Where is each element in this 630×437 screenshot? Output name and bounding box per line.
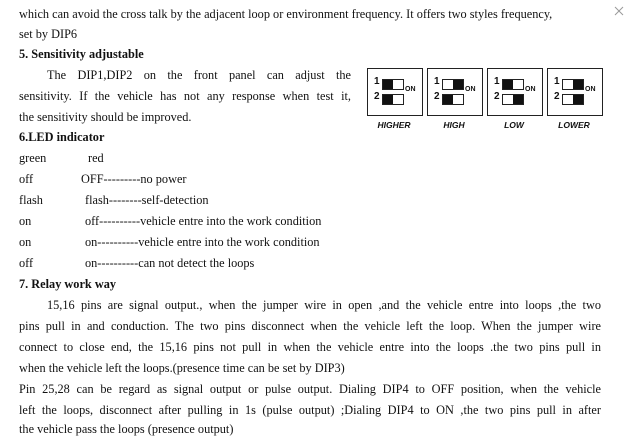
dip-switch-diagram: 1 2 ON [487,68,543,116]
text-line: which can avoid the cross talk by the adjacent loop or environment frequency. It offers two styles frequency, [19,7,553,21]
led-green-state: flash [19,193,43,207]
text-line: 15,16 pins are signal output., when the jumper wire in open ,and the vehicle entre into loops ,the two [47,298,601,312]
text-line: the vehicle pass the loops (presence output) [19,422,234,436]
led-red-state: flash--------self-detection [85,193,209,207]
led-row [19,171,187,187]
led-green-state: off [19,256,34,270]
led-row [19,213,322,229]
led-green-state: on [19,214,32,228]
led-red-state: red [88,151,104,165]
led-red-state: on----------can not detect the loops [85,256,255,270]
led-green-state: on [19,235,32,249]
section-heading: 7. Relay work way [19,277,117,291]
led-green-state: green [19,151,47,165]
text-line: the sensitivity should be improved. [19,110,192,124]
dip-switch-diagram: 1 2 ON [427,68,483,116]
dip-label: LOWER [558,120,590,130]
led-row [19,192,209,208]
led-red-state: OFF---------no power [81,172,187,186]
led-red-state: on----------vehicle entre into the work condition [85,235,320,249]
led-row [19,234,320,250]
led-row [19,255,255,271]
text-line: connect to close end, the 15,16 pins not pull in when the vehicle entre into the loops .the two pins pull in [19,340,601,354]
text-line: sensitivity. If the vehicle has not any response when test it, [19,89,351,103]
dip-label: LOW [504,120,524,130]
text-line: pins pull in and conduction. The two pins disconnect when the vehicle left the loop. When the jumper wire [19,319,601,333]
dip-switch-diagram: 1 2 ON [547,68,603,116]
section-heading: 5. Sensitivity adjustable [19,47,144,61]
dip-label: HIGH [443,120,465,130]
section-heading: 6.LED indicator [19,130,105,144]
text-line: Pin 25,28 can be regard as signal output or pulse output. Dialing DIP4 to OFF position, when the vehicle [19,382,601,396]
text-line: when the vehicle left the loops.(presence time can be set by DIP3) [19,361,345,375]
led-row [19,150,104,166]
text-line: left the loops, disconnect after pulling in 1s (pulse output) ;Dialing DIP4 to ON ,the two pins pull in after [19,403,601,417]
text-line: set by DIP6 [19,27,78,41]
led-green-state: off [19,172,34,186]
text-line: The DIP1,DIP2 on the front panel can adjust the [47,68,351,82]
dip-label: HIGHER [377,120,411,130]
led-red-state: off----------vehicle entre into the work condition [85,214,322,228]
dip-switch-diagram: 1 2 ON [367,68,423,116]
close-icon[interactable] [614,6,624,16]
